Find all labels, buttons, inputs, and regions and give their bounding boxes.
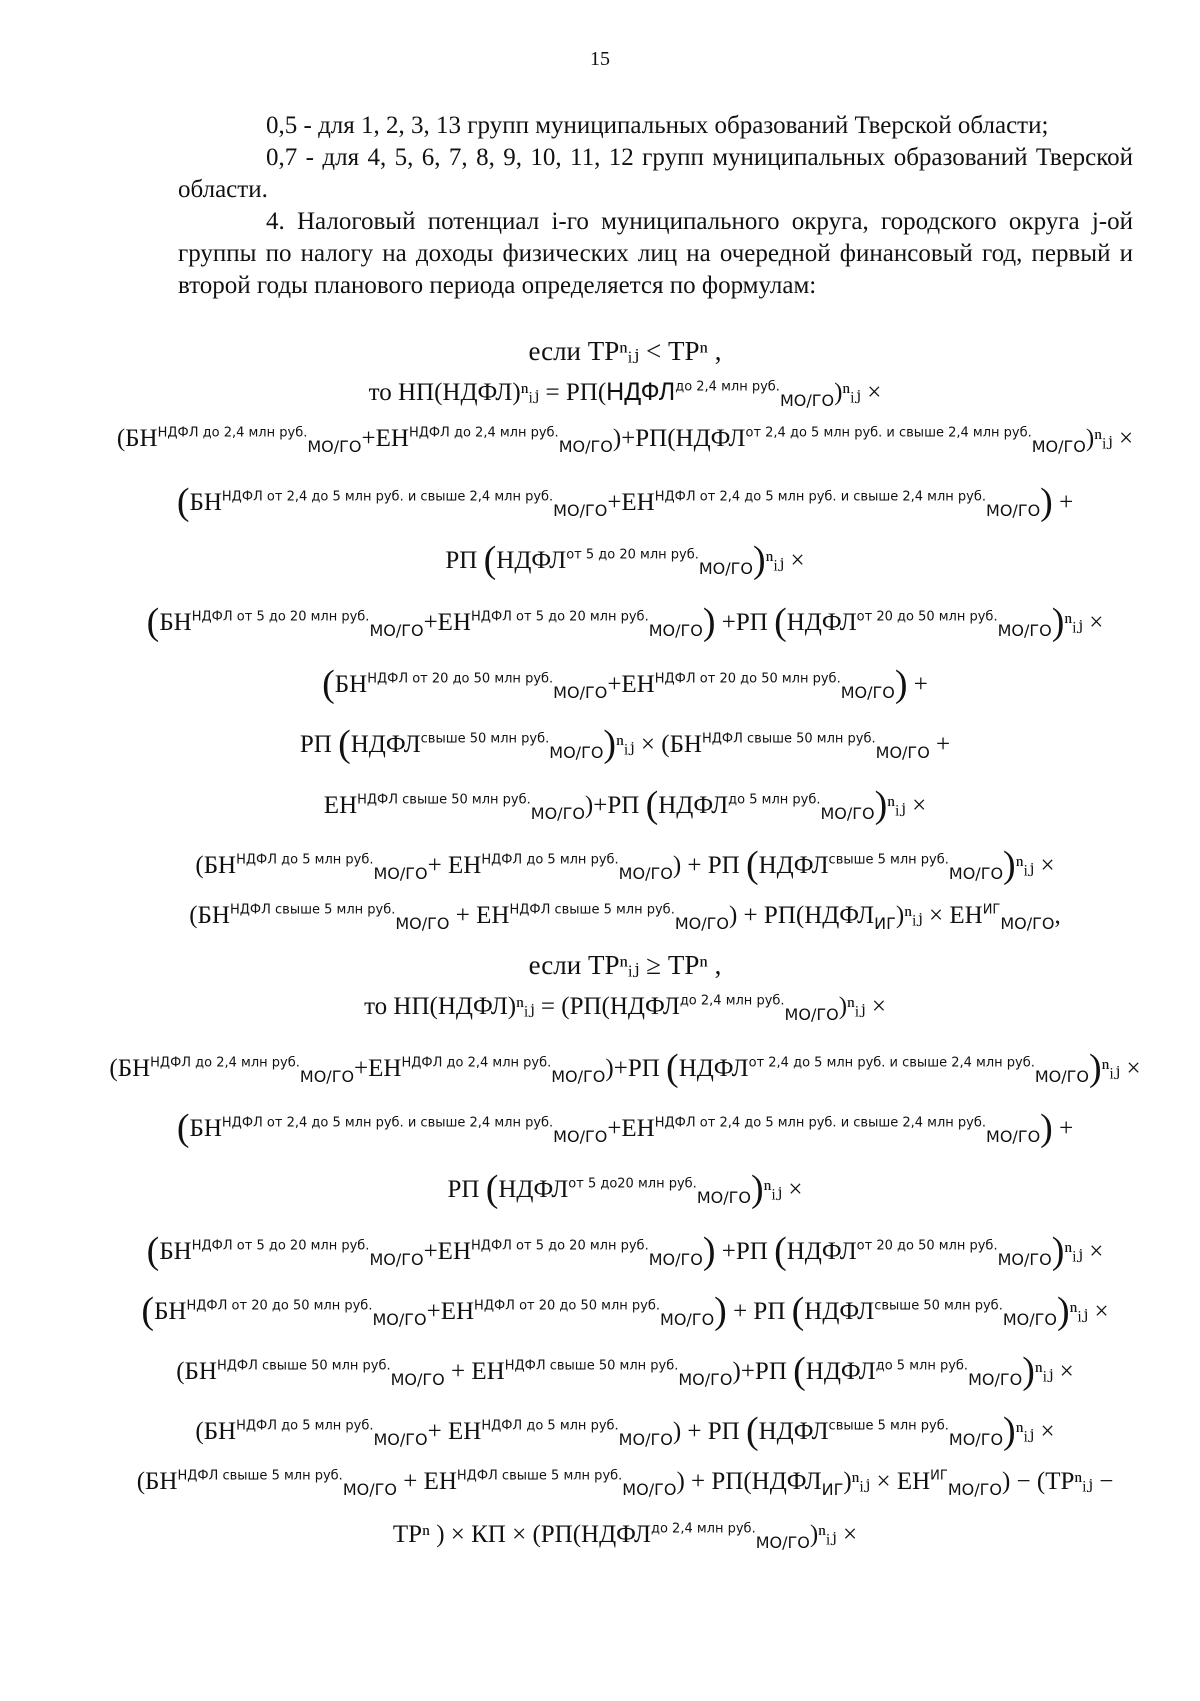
formula-1-line-3: $(БН^{НДФЛ от 2,4 до 5 млн руб. и свыше 2,4 млн руб.}_{МО/ГО}+ЕН^{НДФЛ от 2,4 до 5 млн руб. и свыше 2,4 млн руб.}_{МО/ГО})$ + [176, 481, 1074, 523]
intro-text [178, 110, 1133, 302]
formula-1-line-2: $(БН^{НДФЛ до 2,4 млн руб.}_{МО/ГО}+ЕН^{НДФЛ до 2,4 млн руб.}_{МО/ГО})+РП(НДФЛ^{от 2,4 до 5 млн руб. и свыше 2,4 млн руб.}_{МО/ГО})^nᵢⱼ$ × [116, 425, 1134, 456]
formula-1-line-10: $(БН^{НДФЛ свыше 5 млн руб.}_{МО/ГО} + ЕН^{НДФЛ свыше 5 млн руб.}_{МО/ГО})$ + $РП(НДФЛ_{ИГ})^nᵢⱼ \times ЕН^{ИГ}_{МО/ГО}$, [189, 902, 1061, 933]
formula-2-line-2: $(БН^{НДФЛ до 2,4 млн руб.}_{МО/ГО}+ЕН^{НДФЛ до 2,4 млн руб.}_{МО/ГО})+РП$ $(НДФЛ^{от 2,4 до 5 млн руб. и свыше 2,4 млн руб.}_{МО/ГО})^nᵢⱼ$ × [109, 1047, 1141, 1089]
formula-2-line-1: то НП(НДФЛ)ⁿᵢⱼ = ($РП(НДФЛ^{до 2,4 млн руб.}_{МО/ГО})^nᵢⱼ$ × [364, 993, 886, 1024]
formula-1-line-1: то НП(НДФЛ)ⁿᵢⱼ = $РП(НДФЛ^{до 2,4 млн руб.}_{МО/ГО})^nᵢⱼ$ × [368, 378, 882, 410]
condition-1: если ТPⁿᵢⱼ < ТPⁿ , [528, 336, 722, 366]
formula-1-line-9: $(БН^{НДФЛ до 5 млн руб.}_{МО/ГО}+ ЕН^{НДФЛ до 5 млн руб.}_{МО/ГО})$ + РП $(НДФЛ^{свыше 5 млн руб.}_{МО/ГО})^nᵢⱼ$ × [195, 844, 1055, 886]
formula-1-line-5: $(БН^{НДФЛ от 5 до 20 млн руб.}_{МО/ГО}+ЕН^{НДФЛ от 5 до 20 млн руб.}_{МО/ГО}) +РП$ $(НДФЛ^{от 20 до 50 млн руб.}_{МО/ГО})^nᵢⱼ$ × [146, 601, 1104, 643]
formula-2-line-4: РП $(НДФЛ^{от 5 до20 млн руб.}_{МО/ГО})^nᵢⱼ$ × [447, 1168, 803, 1210]
formula-2-line-9: $(БН^{НДФЛ свыше 5 млн руб.}_{МО/ГО} + ЕН^{НДФЛ свыше 5 млн руб.}_{МО/ГО})$ + $РП(НДФЛ_{ИГ})^nᵢⱼ \times ЕН^{ИГ}_{МО/ГО}$) − (ТPⁿᵢⱼ − [136, 1468, 1114, 1499]
paragraph-coef-07: 0,7 - для 4, 5, 6, 7, 8, 9, 10, 11, 12 групп муниципальных образований Тверской области. [178, 144, 1133, 203]
formula-2-line-7: $(БН^{НДФЛ свыше 50 млн руб.}_{МО/ГО} + ЕН^{НДФЛ свыше 50 млн руб.}_{МО/ГО})+РП$ $(НДФЛ^{до 5 млн руб.}_{МО/ГО})^nᵢⱼ$ × [176, 1350, 1074, 1392]
formula-1-line-8: $ЕН^{НДФЛ свыше 50 млн руб.}_{МО/ГО})+РП$ $(НДФЛ^{до 5 млн руб.}_{МО/ГО})^nᵢⱼ$ × [323, 784, 927, 826]
paragraph-coef-05: 0,5 - для 1, 2, 3, 13 групп муниципальных образований Тверской области; [266, 112, 1049, 139]
formula-2-line-6: $(БН^{НДФЛ от 20 до 50 млн руб.}_{МО/ГО}+ЕН^{НДФЛ от 20 до 50 млн руб.}_{МО/ГО})$ + РП $(НДФЛ^{свыше 50 млн руб.}_{МО/ГО})^nᵢⱼ$ × [141, 1290, 1109, 1332]
formula-2-line-3: $(БН^{НДФЛ от 2,4 до 5 млн руб. и свыше 2,4 млн руб.}_{МО/ГО}+ЕН^{НДФЛ от 2,4 до 5 млн руб. и свыше 2,4 млн руб.}_{МО/ГО})$ + [176, 1107, 1074, 1149]
paragraph-tax-potential: 4. Налоговый потенциал i-го муниципального округа, городского округа j-ой группы по налогу на доходы физических лиц на очередной финансовый год, первый и второй годы планового периода определяется по формулам: [178, 208, 1133, 299]
formula-2-line-10: ТPⁿ ) × КП × ($РП(НДФЛ^{до 2,4 млн руб.}_{МО/ГО})^nᵢⱼ$ × [392, 1521, 858, 1552]
formula-2-line-5: $(БН^{НДФЛ от 5 до 20 млн руб.}_{МО/ГО}+ЕН^{НДФЛ от 5 до 20 млн руб.}_{МО/ГО}) +РП$ $(НДФЛ^{от 20 до 50 млн руб.}_{МО/ГО})^nᵢⱼ$ × [146, 1230, 1104, 1272]
formula-2-line-8: $(БН^{НДФЛ до 5 млн руб.}_{МО/ГО}+ ЕН^{НДФЛ до 5 млн руб.}_{МО/ГО})$ + РП $(НДФЛ^{свыше 5 млн руб.}_{МО/ГО})^nᵢⱼ$ × [195, 1410, 1055, 1452]
formula-1-line-6: $(БН^{НДФЛ от 20 до 50 млн руб.}_{МО/ГО}+ЕН^{НДФЛ от 20 до 50 млн руб.}_{МО/ГО})$ + [322, 663, 928, 705]
formula-1-line-4: РП $(НДФЛ^{от 5 до 20 млн руб.}_{МО/ГО})^nᵢⱼ$ × [445, 539, 805, 581]
condition-2: если ТPⁿᵢⱼ ≥ ТPⁿ , [528, 950, 722, 980]
page-number: 15 [590, 48, 610, 70]
formula-1-line-7: РП $(НДФЛ^{свыше 50 млн руб.}_{МО/ГО})^nᵢⱼ \times (БН^{НДФЛ свыше 50 млн руб.}_{МО/ГО}$ + [299, 723, 951, 765]
